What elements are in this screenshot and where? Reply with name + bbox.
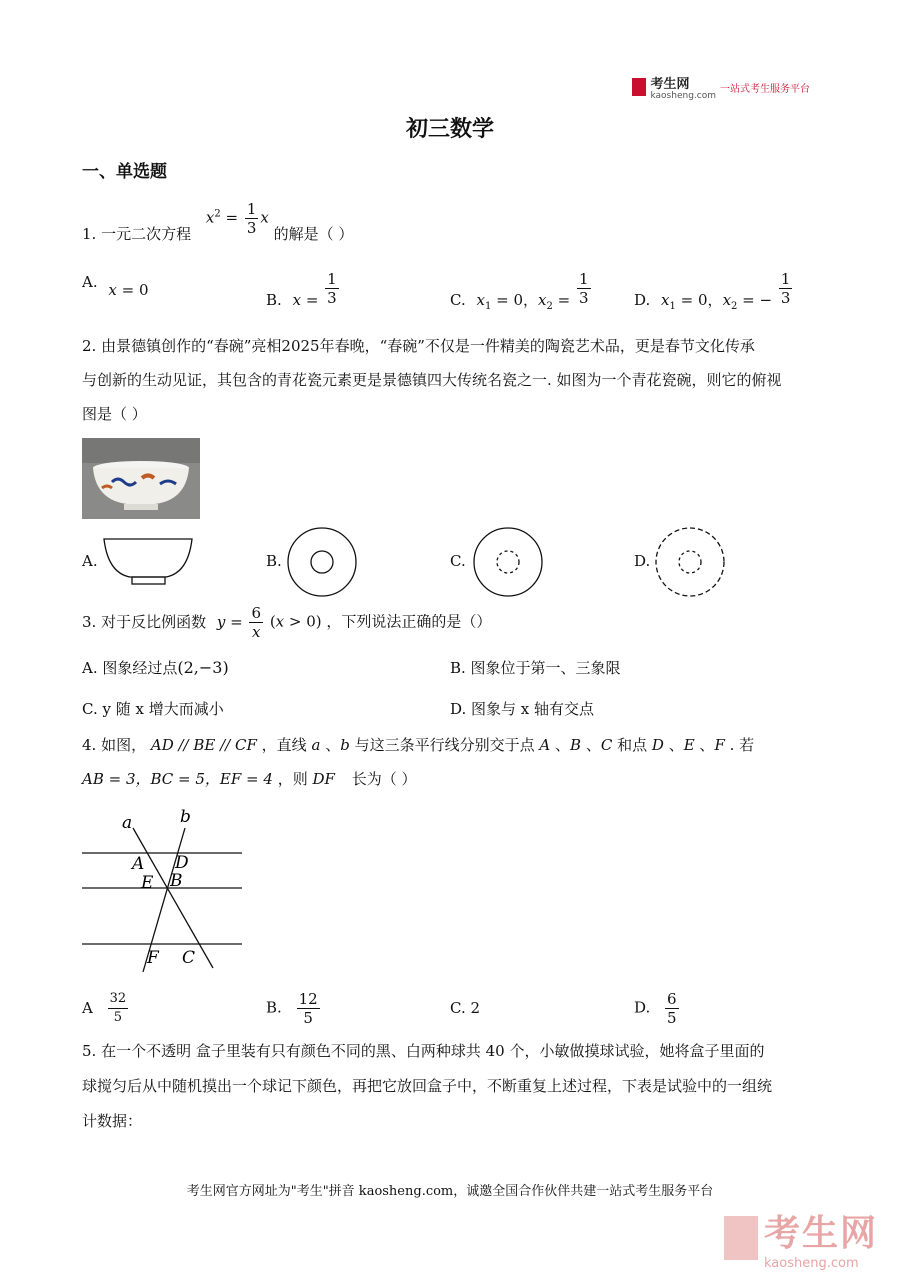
- q4-line-1: 4. 如图， AD // BE // CF ，直线 a 、b 与这三条平行线分别交于点 A 、B 、C 和点 D 、E 、F . 若: [82, 736, 755, 754]
- watermark-sub: kaosheng.com: [763, 1256, 859, 1271]
- q1-stem-text: 1. 一元二次方程: [82, 225, 192, 243]
- watermark-text: 考生网: [763, 1213, 878, 1254]
- fig-label-b: b: [180, 807, 191, 827]
- q2-option-c-figure: [472, 526, 544, 602]
- q3-option-d[interactable]: D. 图象与 x 轴有交点: [450, 700, 595, 718]
- q4-option-c[interactable]: C. 2: [450, 999, 481, 1017]
- q2-option-c-label[interactable]: C.: [450, 552, 466, 570]
- fig-label-D: D: [175, 853, 189, 873]
- q2-line-2: 与创新的生动见证，其包含的青花瓷元素更是景德镇四大传统名瓷之一. 如图为一个青花瓷碗，则它的俯视: [82, 371, 782, 389]
- q4-option-b[interactable]: B. $\frac{12}{5}$: [266, 990, 318, 1027]
- q1-option-d[interactable]: D. $x_1 = 0$，$x_2$ = − $\frac{1}{3}$: [634, 270, 791, 312]
- brand-slogan: 一站式考生服务平台: [720, 83, 810, 95]
- q2-option-b-figure: [286, 526, 358, 602]
- fig-label-C: C: [182, 948, 196, 968]
- watermark-logo-icon: [724, 1216, 758, 1260]
- q5-line-1: 5. 在一个不透明 盒子里装有只有颜色不同的黑、白两种球共 40 个，小敏做摸球试验，她将盒子里面的: [82, 1042, 765, 1060]
- q1-equation: $x^2$ = $\frac{1}{3}$ x: [205, 200, 269, 237]
- bowl-photo: [82, 438, 200, 519]
- q3-option-c[interactable]: C. y 随 x 增大而减小: [82, 700, 224, 718]
- q4-figure: [82, 806, 247, 978]
- q1-stem-tail: 的解是（ ）: [273, 225, 354, 243]
- q1-option-c[interactable]: C. $x_1 = 0$，$x_2$ = $\frac{1}{3}$: [450, 270, 589, 312]
- fig-label-E: E: [141, 873, 154, 893]
- q3-option-a[interactable]: A. 图象经过点(2,−3): [82, 658, 229, 677]
- brand-domain: kaosheng.com: [650, 91, 716, 101]
- q4-option-d[interactable]: D. $\frac{6}{5}$: [634, 990, 677, 1027]
- page-title: 初三数学: [405, 116, 494, 142]
- watermark: [724, 1205, 878, 1271]
- fig-label-B: B: [170, 871, 183, 891]
- q2-line-1: 2. 由景德镇创作的“春碗”亮相2025年春晚，“春碗”不仅是一件精美的陶瓷艺术品，更是春节文化传承: [82, 337, 755, 355]
- fig-label-A: A: [132, 854, 145, 874]
- page-footer: 考生网官方网址为"考生"拼音 kaosheng.com，诚邀全国合作伙伴共建一站式考生服务平台: [186, 1184, 714, 1199]
- brand-mark-icon: [632, 78, 646, 96]
- brand-logo: [632, 73, 810, 101]
- q3-option-b[interactable]: B. 图象位于第一、三象限: [450, 659, 621, 677]
- q2-line-3: 图是（ ）: [82, 405, 147, 423]
- fig-label-F: F: [147, 948, 159, 968]
- q2-option-d-figure: [654, 526, 726, 602]
- q1-option-a[interactable]: A. x = 0: [82, 273, 149, 299]
- q5-line-2: 球搅匀后从中随机摸出一个球记下颜色，再把它放回盒子中，不断重复上述过程，下表是试验中的一组统: [82, 1077, 773, 1095]
- q1-stem: [82, 200, 353, 244]
- q1-option-b[interactable]: B. x = $\frac{1}{3}$: [266, 270, 337, 309]
- q4-line-2: AB = 3，BC = 5，EF = 4 ，则 DF 长为（ ）: [82, 770, 417, 788]
- q3-stem: 3. 对于反比例函数 y = $\frac{6}{x}$ (x > 0) ，下列说法正确的是（）: [82, 604, 492, 641]
- fig-label-a: a: [122, 813, 133, 833]
- section-heading: 一、单选题: [82, 162, 167, 182]
- q2-option-b-label[interactable]: B.: [266, 552, 282, 570]
- q4-option-a[interactable]: A $\frac{32}{5}$: [82, 991, 127, 1025]
- q2-option-a-label[interactable]: A.: [82, 552, 98, 570]
- q2-option-a-figure: [102, 537, 194, 589]
- q5-line-3: 计数据：: [82, 1112, 143, 1130]
- q2-option-d-label[interactable]: D.: [634, 552, 651, 570]
- brand-name: 考生网: [650, 77, 690, 92]
